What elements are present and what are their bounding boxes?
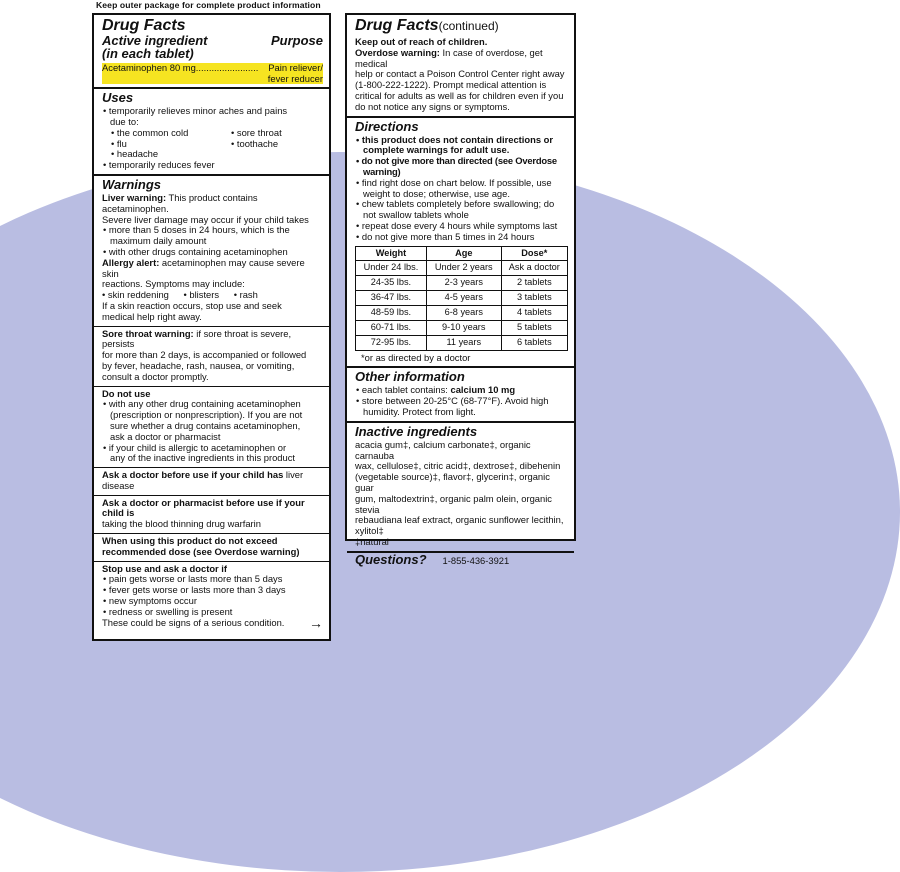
overdose-line-2: help or contact a Poison Control Center right away <box>355 68 565 80</box>
dosage-table <box>355 246 568 351</box>
drug-facts-panel-right <box>345 13 576 567</box>
dnu-line: ask a doctor or pharmacist <box>110 430 221 442</box>
dnu-line: (prescription or nonprescription). If you are not <box>110 409 303 421</box>
table-cell: Ask a doctor <box>501 260 567 275</box>
directions-section <box>347 118 574 369</box>
dnu-line: if your child is allergic to acetaminophen or <box>108 441 287 453</box>
uses-line-2: due to: <box>110 115 139 127</box>
dir-line: chew tablets completely before swallowing; do <box>361 198 555 210</box>
directions-bullet-5: • repeat dose every 4 hours while symptoms last <box>355 221 568 232</box>
dir-line: this product does not contain directions or <box>361 133 554 145</box>
table-cell: 6-8 years <box>426 305 501 320</box>
questions-row <box>355 551 568 567</box>
table-row <box>356 305 568 320</box>
ask-pharmacist-label: Ask a doctor or pharmacist before use if your child is <box>102 496 305 519</box>
table-cell: 3 tablets <box>501 290 567 305</box>
dosage-table-header <box>356 246 568 260</box>
inactive-line: (vegetable source)‡, flavor‡, glycerin‡, organic guar <box>355 471 550 493</box>
table-cell: 24-35 lbs. <box>356 275 427 290</box>
warnings-heading: Warnings <box>102 176 161 192</box>
uses-line-last: • temporarily reduces fever <box>102 160 323 171</box>
purpose-line-2: fever reducer <box>267 72 323 84</box>
dosage-note: *or as directed by a doctor <box>361 351 471 363</box>
ingredient-row <box>102 63 323 84</box>
keep-out-of-reach: Keep out of reach of children. <box>355 36 488 47</box>
uses-heading: Uses <box>102 90 134 106</box>
liver-bullet-2: • with other drugs containing acetaminophen <box>102 247 323 258</box>
sore-throat-line-4: consult a doctor promptly. <box>102 370 209 382</box>
table-row <box>356 275 568 290</box>
inactive-line: wax, cellulose‡, citric acid‡, dextrose‡, dibehenin <box>355 460 561 472</box>
allergy-alert-label: Allergy alert: <box>102 256 160 268</box>
questions-section <box>347 553 574 570</box>
liver-bullet-1-text-2: maximum daily amount <box>110 235 207 247</box>
ingredient-purpose <box>268 63 323 84</box>
other-info-text: humidity. Protect from light. <box>363 405 476 417</box>
dir-line: not swallow tablets whole <box>363 209 469 221</box>
do-not-use-bullet-2 <box>102 443 323 465</box>
warnings-section <box>94 176 329 327</box>
ingredient-name: Acetaminophen 80 mg........................ <box>102 62 259 73</box>
table-cell: 6 tablets <box>501 335 567 350</box>
other-information-heading: Other information <box>355 369 465 385</box>
overdose-line-1 <box>355 48 568 70</box>
use-item: • toothache <box>230 139 282 150</box>
allergy-text: acetaminophen may cause severe skin <box>102 256 305 279</box>
stop-use-item: • redness or swelling is present <box>102 607 323 618</box>
ask-pharmacist-text: taking the blood thinning drug warfarin <box>102 518 261 530</box>
symptom-item: • blisters <box>183 289 220 301</box>
table-cell: 2 tablets <box>501 275 567 290</box>
uses-section <box>94 89 329 176</box>
stop-use-label: Stop use and ask a doctor if <box>102 562 228 574</box>
liver-text: This product contains acetaminophen. <box>102 191 258 214</box>
allergy-text-3: If a skin reaction occurs, stop use and seek <box>102 299 282 311</box>
panel-title: Drug Facts <box>102 17 186 34</box>
ask-pharmacist-section <box>94 496 329 534</box>
table-cell: Under 24 lbs. <box>356 260 427 275</box>
directions-bullet-4 <box>355 199 568 221</box>
other-info-bullet-2 <box>355 396 568 418</box>
table-row <box>356 260 568 275</box>
allergy-text-2: reactions. Symptoms may include: <box>102 278 245 290</box>
liver-bullet-1 <box>102 225 323 247</box>
overdose-section <box>347 15 574 118</box>
sore-throat-line-3: by fever, headache, rash, nausea, or vomiting, <box>102 359 295 371</box>
table-cell: 48-59 lbs. <box>356 305 427 320</box>
stop-use-item: • fever gets worse or lasts more than 3 days <box>102 585 323 596</box>
liver-warning-label: Liver warning: <box>102 191 167 203</box>
allergy-text-4: medical help right away. <box>102 310 202 322</box>
stop-use-item: • new symptoms occur <box>102 596 323 607</box>
table-row <box>356 335 568 350</box>
table-cell: 4-5 years <box>426 290 501 305</box>
table-row <box>356 290 568 305</box>
directions-heading: Directions <box>355 118 419 134</box>
ask-doctor-line <box>102 470 323 492</box>
continued-label: (continued) <box>438 19 499 33</box>
do-not-use-section <box>94 387 329 469</box>
calcium-amount: calcium 10 mg <box>450 384 516 396</box>
liver-bullet-1-text: more than 5 doses in 24 hours, which is the <box>108 224 290 236</box>
sore-throat-line-1 <box>102 329 323 351</box>
symptom-text: blisters <box>189 289 220 301</box>
sore-throat-text: if sore throat is severe, persists <box>102 327 292 350</box>
panel-title-continued <box>355 17 568 35</box>
uses-col-2 <box>230 128 282 160</box>
drug-facts-panel-left <box>92 13 331 641</box>
sore-throat-line-2: for more than 2 days, is accompanied or followed <box>102 349 307 361</box>
dnu-line: with any other drug containing acetaminophen <box>108 398 301 410</box>
directions-bullet-6: • do not give more than 5 times in 24 hours <box>355 232 568 243</box>
dir-line: find right dose on chart below. If possible, use <box>361 176 552 188</box>
use-item: • sore throat <box>230 128 282 139</box>
column-header: Dose* <box>501 246 567 260</box>
use-item: • flu <box>110 139 230 150</box>
column-header: Age <box>426 246 501 260</box>
dir-line: weight to dose; otherwise, use age. <box>363 187 510 199</box>
inactive-ingredients-heading: Inactive ingredients <box>355 423 478 439</box>
other-info-text: each tablet contains: <box>361 384 451 396</box>
table-cell: 72-95 lbs. <box>356 335 427 350</box>
active-ingredient-heading: Active ingredient <box>102 33 208 48</box>
dir-line: complete warnings for adult use. <box>363 144 510 156</box>
sore-throat-label: Sore throat warning: <box>102 327 194 339</box>
allergy-alert <box>102 258 323 280</box>
stop-use-footer: These could be signs of a serious condition. <box>102 616 285 628</box>
do-not-use-bullet-1 <box>102 399 323 442</box>
sore-throat-section <box>94 327 329 387</box>
table-cell: 11 years <box>426 335 501 350</box>
table-cell: 60-71 lbs. <box>356 320 427 335</box>
symptom-text: skin reddening <box>107 289 169 301</box>
inactive-line: gum, maltodextrin‡, organic palm olein, organic stevia <box>355 492 552 515</box>
ask-doctor-section <box>94 468 329 496</box>
uses-line-1: • temporarily relieves minor aches and pains <box>102 106 323 117</box>
table-cell: 36-47 lbs. <box>356 290 427 305</box>
questions-phone: 1-855-436-3921 <box>442 554 510 566</box>
symptom-item: • rash <box>233 289 258 301</box>
symptom-item: • skin reddening <box>102 289 169 301</box>
inactive-line: xylitol‡ <box>355 525 384 537</box>
directions-bullet-1 <box>355 135 568 157</box>
questions-label: Questions? <box>355 551 427 567</box>
inactive-ingredients-section <box>347 423 574 553</box>
dnu-line: sure whether a drug contains acetaminophen, <box>110 419 301 431</box>
use-item: • the common cold <box>110 128 230 139</box>
package-note: Keep outer package for complete product information <box>96 0 321 10</box>
arrow-right-icon: → <box>309 615 323 632</box>
when-using-section <box>94 534 329 562</box>
purpose-heading: Purpose <box>270 33 323 48</box>
do-not-use-label: Do not use <box>102 387 151 399</box>
active-ingredient-section <box>94 15 329 89</box>
overdose-line-5: do not notice any signs or symptoms. <box>355 100 510 112</box>
symptom-text: rash <box>239 289 258 301</box>
ask-doctor-label: Ask a doctor before use if your child has <box>102 469 284 481</box>
overdose-text: In case of overdose, get medical <box>355 46 543 69</box>
when-using-line-2: recommended dose (see Overdose warning) <box>102 545 300 557</box>
other-information-section <box>347 368 574 422</box>
directions-bullet-2: • do not give more than directed (see Overdose warning) <box>355 156 568 178</box>
table-cell: 4 tablets <box>501 305 567 320</box>
table-row <box>356 320 568 335</box>
overdose-line-4: critical for adults as well as for children even if you <box>355 89 564 101</box>
active-ingredient-subheading: (in each tablet) <box>102 46 194 61</box>
continued-title: Drug Facts <box>355 17 439 34</box>
table-cell: Under 2 years <box>426 260 501 275</box>
dnu-line: any of the inactive ingredients in this product <box>110 452 296 464</box>
uses-list <box>102 128 323 160</box>
other-info-text: store between 20-25°C (68-77°F). Avoid high <box>361 395 549 407</box>
liver-text-2: Severe liver damage may occur if your child takes <box>102 213 309 225</box>
when-using-line-1: When using this product do not exceed <box>102 535 278 547</box>
stop-use-item: • pain gets worse or lasts more than 5 days <box>102 574 323 585</box>
column-header: Weight <box>356 246 427 260</box>
inactive-line: acacia gum‡, calcium carbonate‡, organic carnauba <box>355 438 531 461</box>
inactive-line: rebaudiana leaf extract, organic sunflower lecithin, <box>355 514 564 526</box>
inactive-line: ‡natural <box>355 535 389 547</box>
purpose-line-1: Pain reliever/ <box>268 62 323 73</box>
uses-col-1 <box>110 128 230 160</box>
table-cell: 2-3 years <box>426 275 501 290</box>
table-cell: 9-10 years <box>426 320 501 335</box>
table-cell: 5 tablets <box>501 320 567 335</box>
ask-doctor-text: liver disease <box>102 469 304 491</box>
use-item: • headache <box>110 149 230 160</box>
directions-bullet-3 <box>355 178 568 200</box>
overdose-label: Overdose warning: <box>355 46 440 58</box>
liver-warning <box>102 193 323 215</box>
overdose-line-3: (1-800-222-1222). Prompt medical attention is <box>355 79 547 91</box>
stop-use-section <box>94 562 329 632</box>
